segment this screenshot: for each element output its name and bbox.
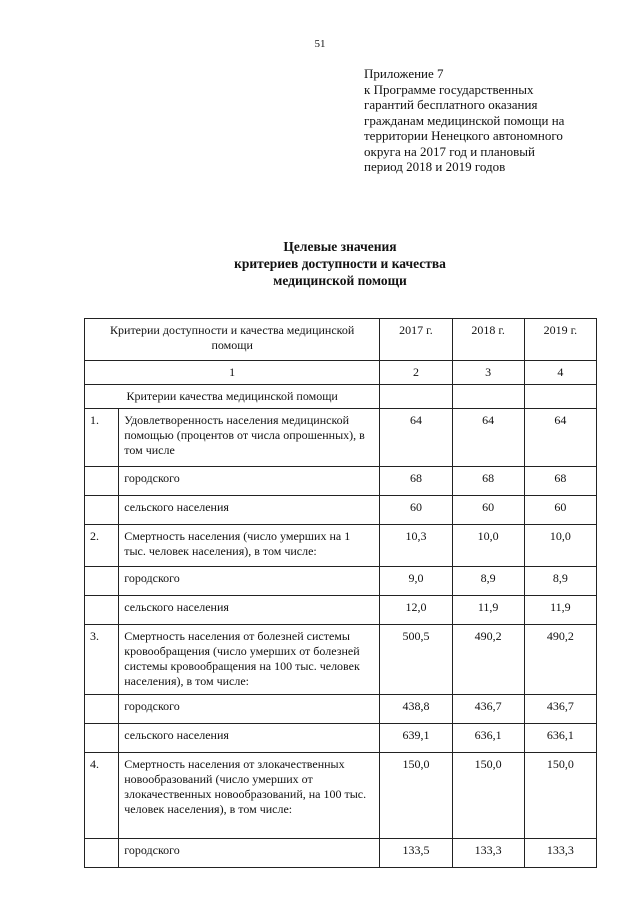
table-row <box>85 724 597 753</box>
table-header-row <box>85 319 597 361</box>
value-2017: 9,0 <box>380 567 452 596</box>
value-2017: 68 <box>380 467 452 496</box>
value-2018: 133,3 <box>452 839 524 868</box>
table-row <box>85 467 597 496</box>
appendix-line: гарантий бесплатного оказания <box>364 97 538 112</box>
table-row <box>85 567 597 596</box>
value-2017: 60 <box>380 496 452 525</box>
appendix-caption <box>364 66 624 175</box>
table-row <box>85 409 597 467</box>
empty-cell <box>452 385 524 409</box>
criteria-table <box>84 318 597 868</box>
appendix-line: территории Ненецкого автономного <box>364 128 563 143</box>
row-label: сельского населения <box>119 724 380 753</box>
table-row <box>85 625 597 695</box>
table-row <box>85 695 597 724</box>
value-2017: 10,3 <box>380 525 452 567</box>
value-2019: 8,9 <box>524 567 596 596</box>
value-2017: 500,5 <box>380 625 452 695</box>
row-number: 4. <box>85 753 119 839</box>
table-row <box>85 596 597 625</box>
appendix-line: округа на 2017 год и плановый <box>364 143 535 159</box>
value-2019: 150,0 <box>524 753 596 839</box>
row-number <box>85 567 119 596</box>
value-2017: 438,8 <box>380 695 452 724</box>
title-line: Целевые значения <box>283 239 397 254</box>
value-2017: 639,1 <box>380 724 452 753</box>
section-row <box>85 385 597 409</box>
table-row <box>85 496 597 525</box>
row-label: Смертность населения от злокачественных новообразований (число умерших от злокачественных новообразований, на 100 тыс. человек населения), в том числе: <box>119 753 380 839</box>
header-2017: 2017 г. <box>380 319 452 361</box>
table-row <box>85 839 597 868</box>
row-number: 3. <box>85 625 119 695</box>
row-number <box>85 467 119 496</box>
col-number-4: 4 <box>524 361 596 385</box>
col-number-1: 1 <box>85 361 380 385</box>
title-line: медицинской помощи <box>273 273 407 288</box>
value-2018: 10,0 <box>452 525 524 567</box>
value-2018: 436,7 <box>452 695 524 724</box>
col-number-2: 2 <box>380 361 452 385</box>
row-label: Удовлетворенность населения медицинской помощью (процентов от числа опрошенных), в том числе <box>119 409 380 467</box>
value-2017: 64 <box>380 409 452 467</box>
document-title <box>180 238 500 289</box>
row-number: 2. <box>85 525 119 567</box>
value-2018: 64 <box>452 409 524 467</box>
value-2019: 64 <box>524 409 596 467</box>
row-label: сельского населения <box>119 496 380 525</box>
header-2018: 2018 г. <box>452 319 524 361</box>
appendix-line: период 2018 и 2019 годов <box>364 159 506 174</box>
row-label: городского <box>119 467 380 496</box>
row-number: 1. <box>85 409 119 467</box>
value-2017: 133,5 <box>380 839 452 868</box>
value-2019: 436,7 <box>524 695 596 724</box>
value-2018: 636,1 <box>452 724 524 753</box>
appendix-line: гражданам медицинской помощи на <box>364 112 565 128</box>
value-2019: 636,1 <box>524 724 596 753</box>
value-2019: 490,2 <box>524 625 596 695</box>
header-criteria: Критерии доступности и качества медицинской помощи <box>85 319 380 361</box>
table-row <box>85 525 597 567</box>
row-label: городского <box>119 695 380 724</box>
column-number-row <box>85 361 597 385</box>
value-2017: 12,0 <box>380 596 452 625</box>
row-number <box>85 496 119 525</box>
row-label: городского <box>119 839 380 868</box>
col-number-3: 3 <box>452 361 524 385</box>
value-2019: 68 <box>524 467 596 496</box>
row-label: городского <box>119 567 380 596</box>
value-2017: 150,0 <box>380 753 452 839</box>
section-title: Критерии качества медицинской помощи <box>85 385 380 409</box>
appendix-line: Приложение 7 <box>364 66 444 81</box>
value-2018: 68 <box>452 467 524 496</box>
row-number <box>85 596 119 625</box>
row-number <box>85 695 119 724</box>
row-label: сельского населения <box>119 596 380 625</box>
page-number: 51 <box>314 38 326 50</box>
row-number <box>85 724 119 753</box>
value-2019: 10,0 <box>524 525 596 567</box>
value-2019: 11,9 <box>524 596 596 625</box>
row-label: Смертность населения (число умерших на 1 тыс. человек населения), в том числе: <box>119 525 380 567</box>
title-line: критериев доступности и качества <box>234 256 446 271</box>
row-number <box>85 839 119 868</box>
value-2018: 150,0 <box>452 753 524 839</box>
header-2019: 2019 г. <box>524 319 596 361</box>
value-2018: 60 <box>452 496 524 525</box>
value-2019: 133,3 <box>524 839 596 868</box>
empty-cell <box>380 385 452 409</box>
appendix-line: к Программе государственных <box>364 81 534 97</box>
value-2018: 490,2 <box>452 625 524 695</box>
table-row <box>85 753 597 839</box>
value-2018: 8,9 <box>452 567 524 596</box>
value-2018: 11,9 <box>452 596 524 625</box>
empty-cell <box>524 385 596 409</box>
row-label: Смертность населения от болезней системы кровообращения (число умерших от болезней системы кровообращения на 100 тыс. человек населения), в том числе: <box>119 625 380 695</box>
value-2019: 60 <box>524 496 596 525</box>
